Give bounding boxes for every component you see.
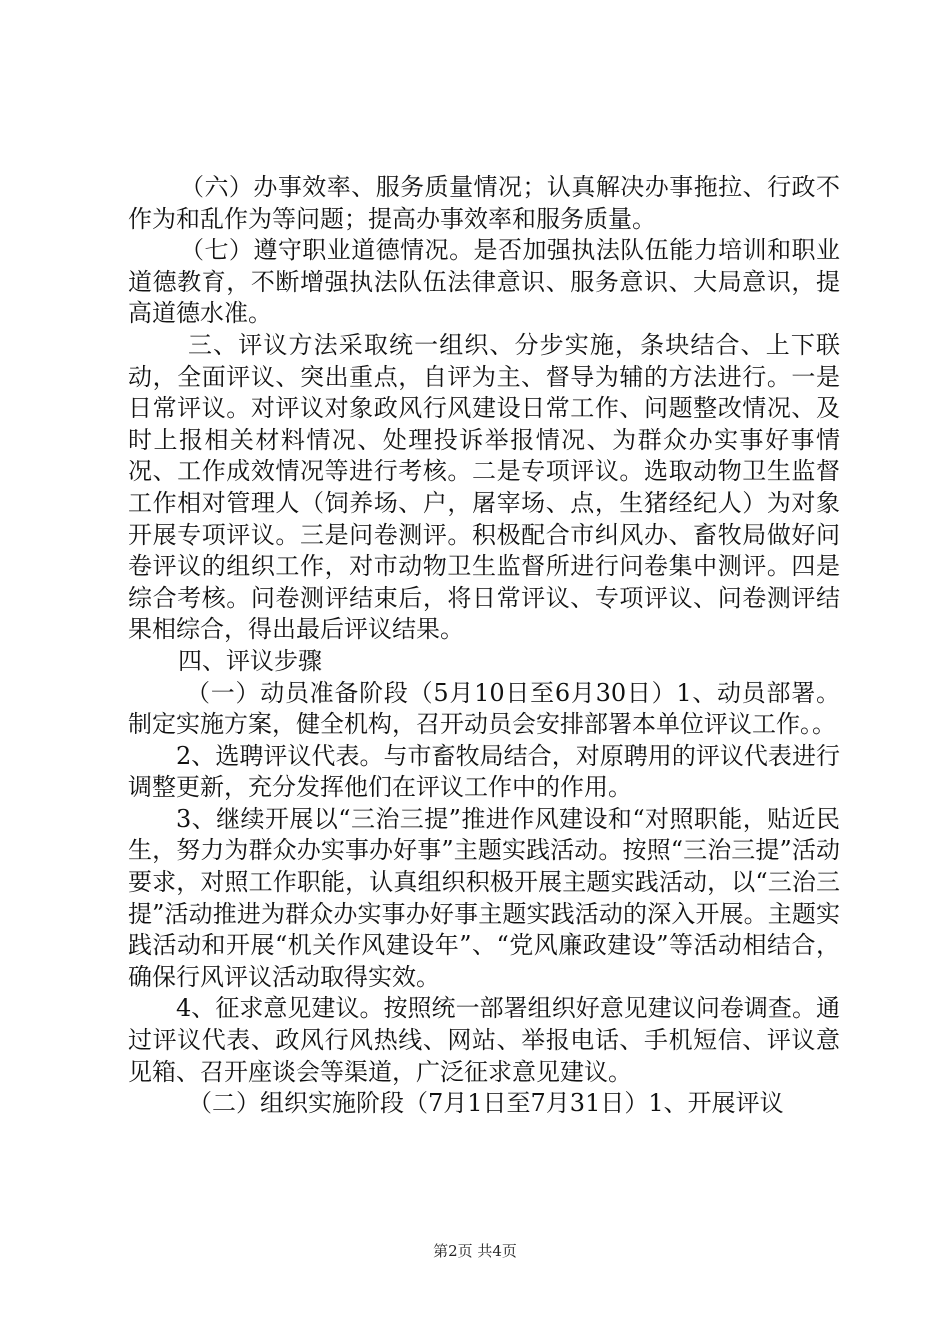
- document-body: [128, 172, 840, 1120]
- page-number-footer: 第2页 共4页: [433, 1242, 517, 1260]
- paragraph: 2、选聘评议代表。与市畜牧局结合，对原聘用的评议代表进行调整更新，充分发挥他们在评议工作中的作用。: [128, 741, 840, 802]
- paragraph: 三、评议方法采取统一组织、分步实施，条块结合、上下联动，全面评议、突出重点，自评为主、督导为辅的方法进行。一是日常评议。对评议对象政风行风建设日常工作、问题整改情况、及时上报相关材料情况、处理投诉举报情况、为群众办实事好事情况、工作成效情况等进行考核。二是专项评议。选取动物卫生监督工作相对管理人（饲养场、户，屠宰场、点，生猪经纪人）为对象开展专项评议。三是问卷测评。积极配合市纠风办、畜牧局做好问卷评议的组织工作，对市动物卫生监督所进行问卷集中测评。四是综合考核。问卷测评结束后，将日常评议、专项评议、问卷测评结果相综合，得出最后评议结果。: [128, 330, 840, 644]
- paragraph: 3、继续开展以“三治三提”推进作风建设和“对照职能，贴近民生，努力为群众办实事办好事”主题实践活动。按照“三治三提”活动要求，对照工作职能，认真组织积极开展主题实践活动，以“三治三提”活动推进为群众办实事办好事主题实践活动的深入开展。主题实践活动和开展“机关作风建设年”、“党风廉政建设”等活动相结合，确保行风评议活动取得实效。: [128, 804, 840, 991]
- section-heading: 四、评议步骤: [178, 646, 322, 675]
- paragraph: （六）办事效率、服务质量情况；认真解决办事拖拉、行政不作为和乱作为等问题；提高办事效率和服务质量。: [128, 173, 840, 233]
- paragraph: （一）动员准备阶段（5月10日至6月30日）1、动员部署。制定实施方案，健全机构，召开动员会安排部署本单位评议工作。。: [128, 678, 840, 739]
- paragraph: （七）遵守职业道德情况。是否加强执法队伍能力培训和职业道德教育，不断增强执法队伍法律意识、服务意识、大局意识，提高道德水准。: [128, 236, 840, 328]
- paragraph: 4、征求意见建议。按照统一部署组织好意见建议问卷调查。通过评议代表、政风行风热线、网站、举报电话、手机短信、评议意见箱、召开座谈会等渠道，广泛征求意见建议。: [128, 994, 840, 1086]
- paragraph: （二）组织实施阶段（7月1日至7月31日）1、开展评议: [188, 1089, 784, 1118]
